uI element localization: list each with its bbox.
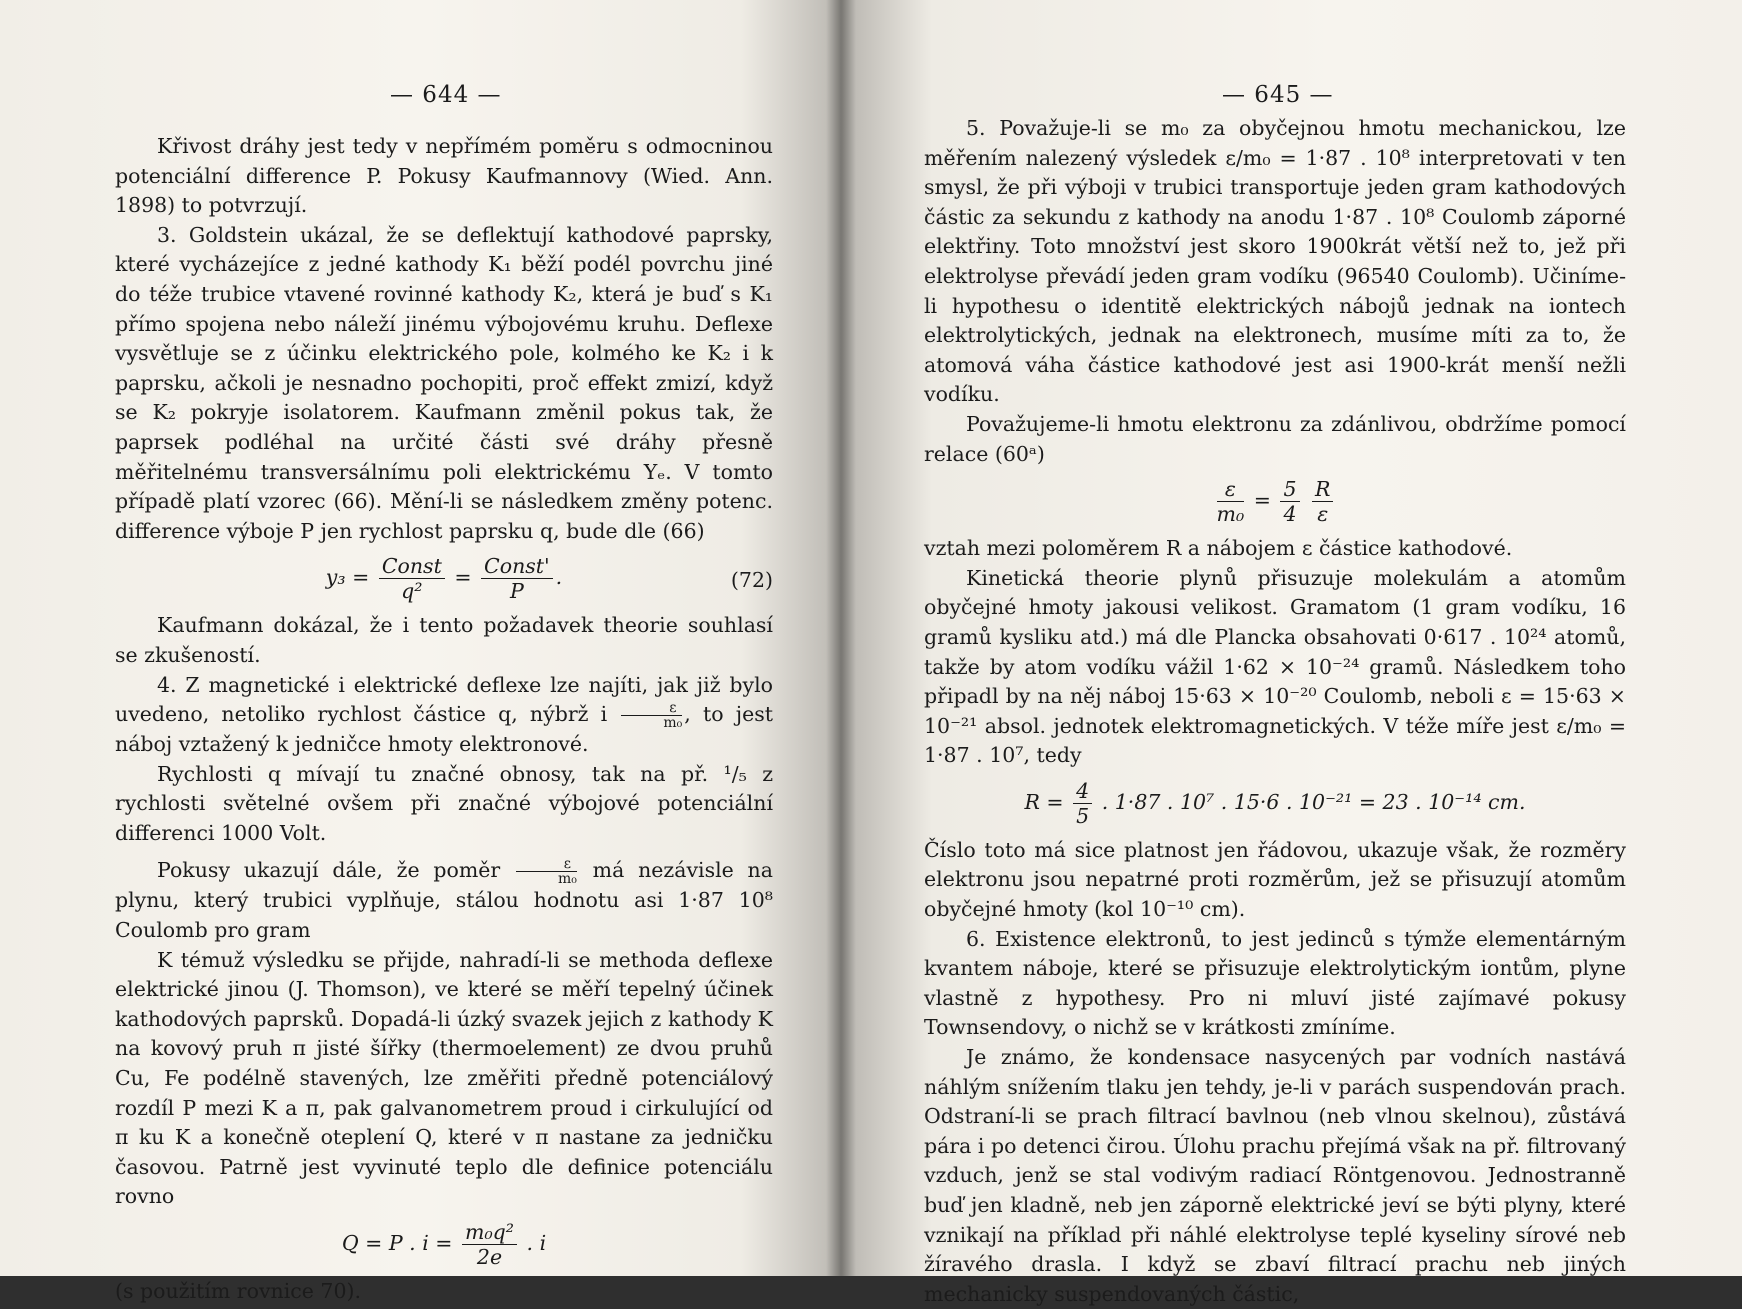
equation-number: (72)	[730, 568, 773, 593]
equation-lhs: Q = P . i =	[341, 1231, 453, 1255]
denominator: m₀	[1216, 502, 1245, 527]
equation-lhs: y₃ =	[325, 565, 370, 590]
paragraph: Křivost dráhy jest tedy v nepřímém poměru s odmocninou potenciální differencе P. Pokusy Kaufmannovy (Wied. Ann. 1898) to potvrzují.	[115, 134, 773, 218]
fraction	[379, 554, 445, 603]
denominator: 4	[1283, 502, 1297, 527]
numerator: R	[1312, 477, 1333, 502]
paragraph: (s použitím rovnice 70).	[115, 1279, 362, 1303]
denominator: P	[509, 579, 524, 604]
equation-r	[924, 779, 1626, 828]
numerator: ε	[621, 701, 682, 716]
fraction	[621, 701, 682, 730]
paragraph-text: má nezávisle na plynu, který trubici vyplňuje, stálou hodnotu asi 1·87 10⁸ Coulomb pro gram	[115, 858, 773, 943]
equation-lhs: R =	[1024, 789, 1064, 814]
fraction	[516, 857, 577, 886]
numerator: ε	[1217, 477, 1245, 502]
paragraph: vztah mezi poloměrem R a nábojem ε částice kathodové.	[924, 536, 1513, 561]
paragraph: Číslo toto má sice platnost jen řádovou, ukazuje však, že rozměry elektronu jsou nepatrné proti rozměrům, jež se přisuzují atomům obyčejné hmoty (kol 10⁻¹⁰ cm).	[924, 837, 1626, 922]
fraction	[1280, 477, 1299, 526]
right-page-text	[924, 114, 1626, 1309]
paragraph: 6. Existence elektronů, to jest jedinců s týmže elementárným kvantem náboje, které se přisuzuje elektrolytickým iontům, plyne vlastně z hypothesy. Pro ni mluví jisté zajímavé pokusy Townsendovy, o nichž se v krátkosti zmíníme.	[924, 926, 1626, 1040]
fraction	[1217, 477, 1245, 526]
denominator: m₀	[663, 715, 683, 732]
paragraph: Je známo, že kondensace nasycených par vodních nastává náhlým snížením tlaku jen tehdy, je-li v parách suspendován prach. Odstraní-li se prach filtrací bavlnou (neb vlnou skelnou), zůstává pára i po detenci čirou. Úlohu prachu přejímá však na př. filtrovaný vzduch, jenž se stal vodivým radiací Röntgenovou. Jednostranně buď jen kladně, neb jen záporně elektrické jeví se býti plyny, které vznikají na příklad při náhlé elektrolyse teplé kyseliny sírové neb žíravého drasla. I když se zbaví filtrací prachu neb jiných mechanicky suspendovaných částic,	[924, 1045, 1626, 1306]
paragraph	[115, 671, 773, 760]
equation-q	[115, 1220, 773, 1269]
paragraph: Kaufmann dokázal, že i tento požadavek theorie souhlasí se zkušeností.	[115, 613, 773, 667]
page-number-right: — 645 —	[1222, 82, 1334, 108]
numerator: m₀q²	[462, 1220, 517, 1245]
fraction	[481, 554, 553, 603]
paragraph: Rychlosti q mívají tu značné obnosy, tak na př. ¹/₅ z rychlosti světelné ovšem při značné výbojové potenciální differenci 1000 Volt.	[115, 761, 773, 845]
equation-60a	[924, 477, 1626, 526]
equals-sign: =	[1253, 488, 1271, 513]
equation-rhs: . i	[526, 1231, 547, 1255]
numerator: 5	[1280, 477, 1299, 502]
paragraph-text: Pokusy ukazují dále, že poměr	[157, 858, 501, 883]
denominator: q²	[401, 579, 423, 604]
paragraph-text: 4. Z magnetické i elektrické deflexe lze najíti, jak již bylo uvedeno, netoliko rychlost částice q, nýbrž i	[115, 672, 773, 727]
denominator: 5	[1076, 803, 1090, 828]
right-page	[842, 0, 1742, 1306]
left-page-text	[115, 132, 773, 1307]
paragraph: K témuž výsledku se přijde, nahradí-li se methoda deflexe elektrické jinou (J. Thomson), ve které se měří tepelný účinek kathodových paprsků. Dopadá-li úzký svazek jejich z kathody K na kovový pruh π jisté šířky (thermoelement) ze dvou pruhů Cu, Fe podélně stavených, lze změřiti předně potenciálový rozdíl P mezi K a π, pak galvanometrem proud i cirkulující od π ku K a konečně oteplení Q, které v π nastane za jedničku časovou. Patrně jest vyvinuté teplo dle definice potenciálu rovno	[115, 947, 773, 1209]
page-number-left: — 644 —	[390, 82, 502, 108]
paragraph	[115, 856, 773, 945]
left-page	[0, 0, 842, 1303]
denominator: 2e	[476, 1245, 503, 1269]
paragraph: 5. Považuje-li se m₀ za obyčejnou hmotu mechanickou, lze měřením nalezený výsledek ε/m₀ = 1·87 . 10⁸ interpretovati v ten smysl, že při výboji v trubici transportuje jeden gram kathodových částic za sekundu z kathody na anodu 1·87 . 10⁸ Coulomb záporné elektřiny. Toto množství jest skoro 1900krát větší než to, jež při elektrolyse převádí jeden gram vodíku (96540 Coulomb). Učiníme-li hypothesu o identitě elektrických nábojů jednak na iontech elektrolytických, jednak na elektronech, musíme míti za to, že atomová váha částice kathodové jest asi 1900-krát menší nežli vodíku.	[924, 116, 1626, 407]
fraction	[462, 1220, 517, 1269]
paragraph-text: , to jest náboj vztažený k jedničce hmoty elektronové.	[115, 702, 773, 757]
equation-rhs: . 1·87 . 10⁷ . 15·6 . 10⁻²¹ = 23 . 10⁻¹⁴ cm.	[1101, 789, 1526, 814]
denominator: ε	[1317, 502, 1329, 527]
numerator: 4	[1073, 779, 1092, 804]
fraction	[1073, 779, 1092, 828]
paragraph: Kinetická theorie plynů přisuzuje molekulám a atomům obyčejné hmoty jakousi velikost. Gramatom (1 gram vodíku, 16 gramů kysliku atd.) má dle Plancka obsahovati 0·617 . 10²⁴ atomů, takže by atom vodíku vážil 1·62 × 10⁻²⁴ gramů. Následkem toho připadl by na něj náboj 15·63 × 10⁻²⁰ Coulomb, neboli ε = 15·63 × 10⁻²¹ absol. jednotek elektromagnetických. V téže míře jest ε/m₀ = 1·87 . 10⁷, tedy	[924, 565, 1626, 768]
denominator: m₀	[557, 871, 577, 888]
equation-72: y₃ = $\frac{\text{Const}}{\text{q²}}$ = $\frac{\text{Const'}}{P}$ . (72)	[325, 554, 773, 604]
paragraph: 3. Goldstein ukázal, že se deflektují kathodové paprsky, které vycházejíce z jedné kathody K₁ běží podél povrchu jiné do téže trubice vtavené rovinné kathody K₂, která je buď s K₁ přímo spojena nebo náleží jinému výbojovému kruhu. Deflexe vysvětluje se z účinku elektrického pole, kolmého ke K₂ i k paprsku, ačkoli je nesnadno pochopiti, proč effekt zmizí, když se K₂ pokryje isolatorem. Kaufmann změnil pokus tak, že paprsek podléhal na určité části své dráhy přesně měřitelnému transversálnímu poli elektrickému Yₑ. V tomto případě platí vzorec (66). Mění-li se následkem změny potenc. differencе výboje P jen rychlost paprsku q, bude dle (66)	[115, 222, 773, 543]
numerator: Const'	[481, 554, 553, 579]
fraction	[1312, 477, 1333, 526]
numerator: ε	[516, 857, 577, 872]
paragraph: Považujeme-li hmotu elektronu za zdánlivou, obdržíme pomocí relace (60ᵃ)	[924, 411, 1626, 466]
numerator: Const	[379, 554, 445, 579]
book-gutter	[826, 0, 856, 1276]
